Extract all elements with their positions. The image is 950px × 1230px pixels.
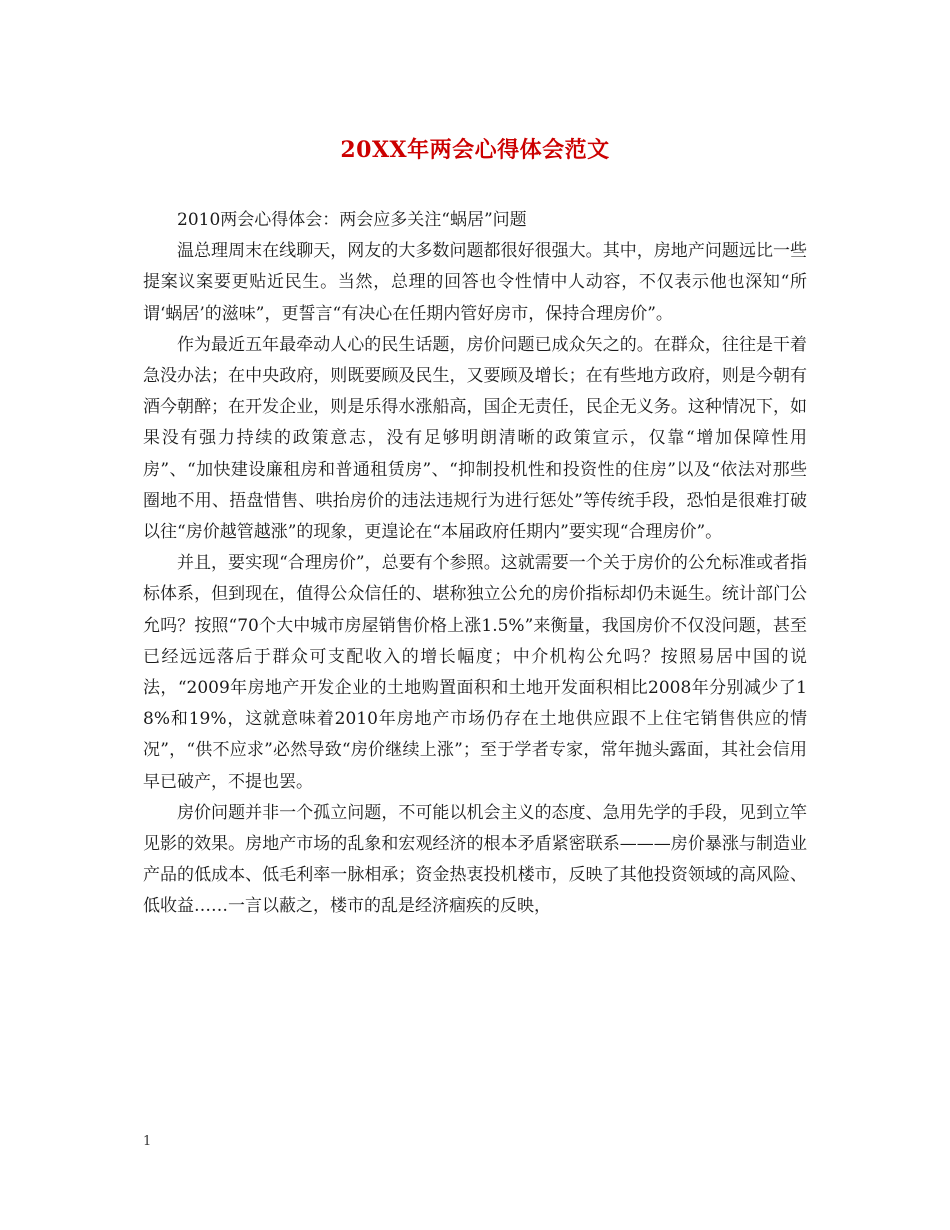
paragraph-heading: 2010两会心得体会：两会应多关注“蜗居”问题 [177, 210, 527, 230]
paragraph: 并且，要实现“合理房价”，总要有个参照。这就需要一个关于房价的公允标准或者指标体系，但到现在，值得公众信任的、堪称独立公允的房价指标却仍未诞生。统计部门公允吗？按照“70个大中城市房屋销售价格上涨1.5%”来衡量，我国房价不仅没问题，甚至已经远远落后于群众可支配收入的增长幅度；中介机构公允吗？按照易居中国的说法，“2009年房地产开发企业的土地购置面积和土地开发面积相比2008年分别减少了18%和19%，这就意味着2010年房地产市场仍存在土地供应跟不上住宅销售供应的情况”，“供不应求”必然导致“房价继续上涨”；至于学者专家，常年抛头露面，其社会信用早已破产，不提也罢。 [143, 553, 807, 792]
paragraph: 温总理周末在线聊天，网友的大多数问题都很好很强大。其中，房地产问题远比一些提案议案要更贴近民生。当然，总理的回答也令性情中人动容，不仅表示他也深知“所谓‘蜗居’的滋味”，更誓言“有决心在任期内管好房市，保持合理房价”。 [143, 241, 807, 324]
paragraph: 房价问题并非一个孤立问题，不可能以机会主义的态度、急用先学的手段，见到立竿见影的效果。房地产市场的乱象和宏观经济的根本矛盾紧密联系———房价暴涨与制造业产品的低成本、低毛利率一脉相承；资金热衷投机楼市，反映了其他投资领域的高风险、低收益……一言以蔽之，楼市的乱是经济痼疾的反映， [143, 802, 807, 917]
paragraph: 作为最近五年最牵动人心的民生话题，房价问题已成众矢之的。在群众，往往是干着急没办法；在中央政府，则既要顾及民生，又要顾及增长；在有些地方政府，则是今朝有酒今朝醉；在开发企业，则是乐得水涨船高，国企无责任，民企无义务。这种情况下，如果没有强力持续的政策意志，没有足够明朗清晰的政策宣示，仅靠“增加保障性用房”、“加快建设廉租房和普通租赁房”、“抑制投机性和投资性的住房”以及“依法对那些圈地不用、捂盘惜售、哄抬房价的违法违规行为进行惩处”等传统手段，恐怕是很难打破以往“房价越管越涨”的现象，更遑论在“本届政府任期内”要实现“合理房价”。 [143, 334, 807, 543]
page-number: 1 [143, 1134, 152, 1149]
document-body [143, 205, 807, 923]
document-title: 20XX年两会心得体会范文 [340, 137, 610, 163]
